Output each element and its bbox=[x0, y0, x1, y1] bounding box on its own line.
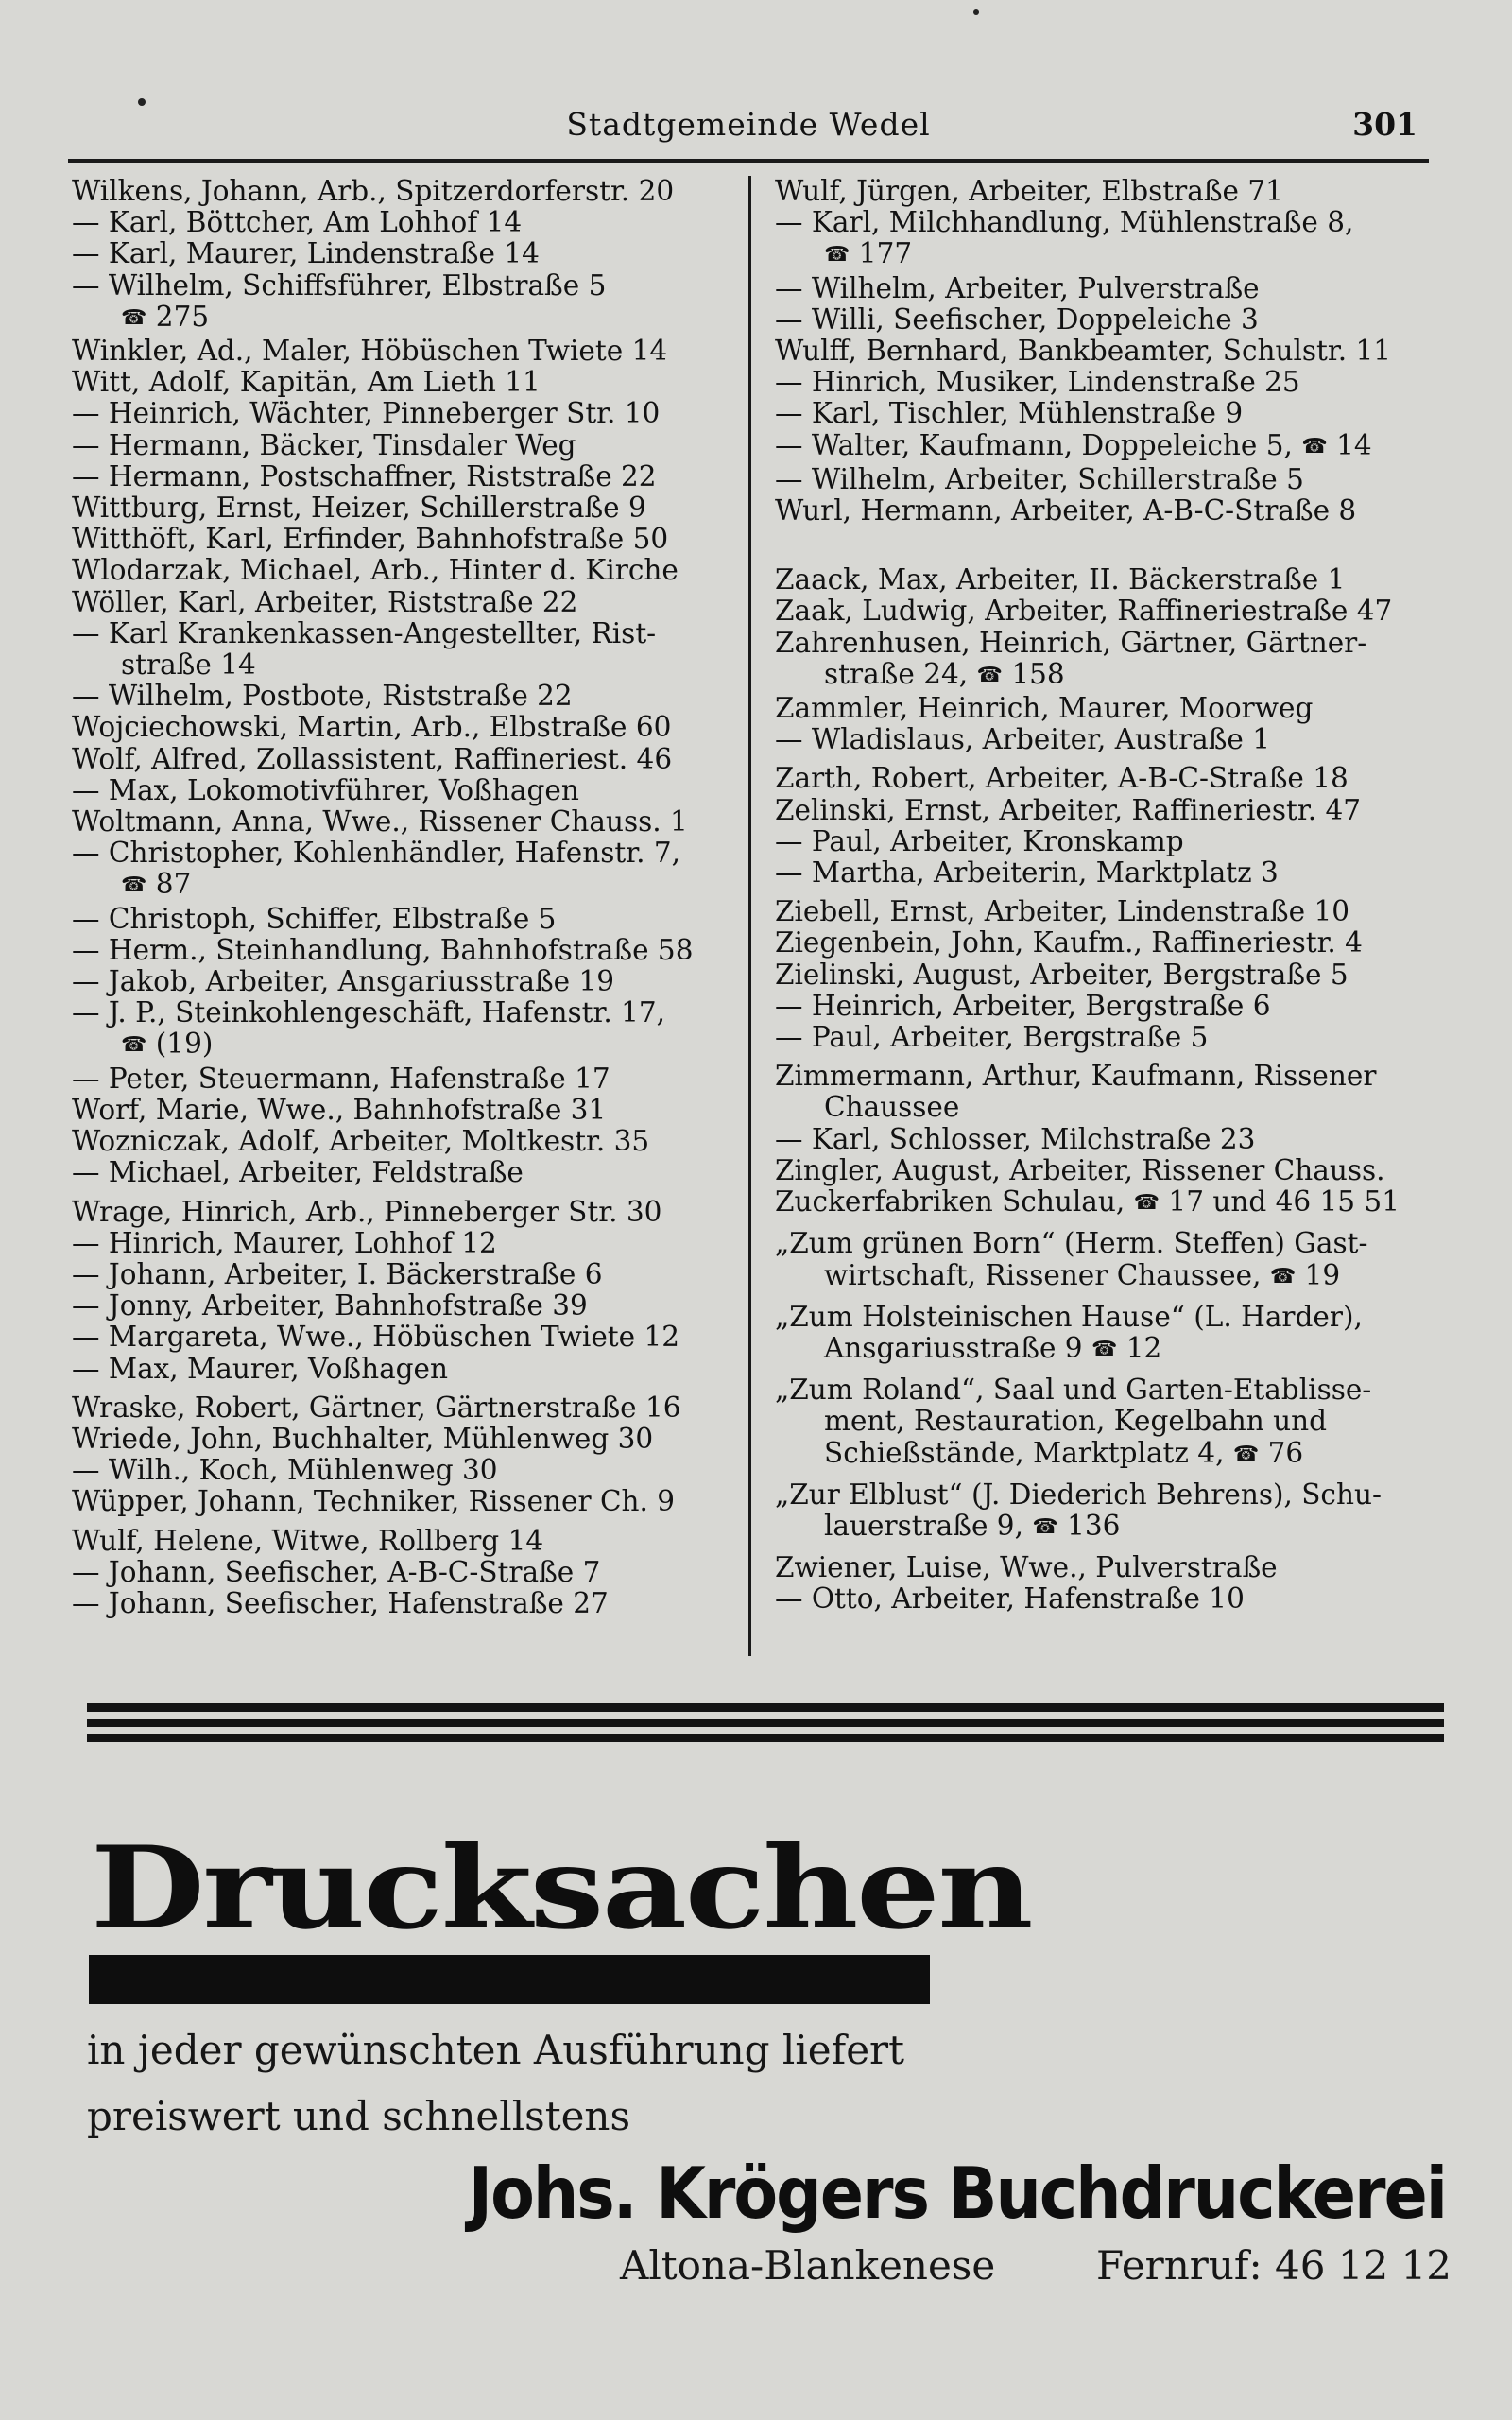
entry-text: — Michael, Arbeiter, Feldstraße bbox=[72, 1156, 524, 1189]
entry-continuation: straße 14 bbox=[121, 648, 256, 682]
directory-entry bbox=[775, 336, 1446, 367]
entry-text: — Karl, Böttcher, Am Lohhof 14 bbox=[72, 206, 523, 239]
entry-continuation: Ansgariusstraße 9 bbox=[824, 1331, 1083, 1364]
phone-number: 158 bbox=[1011, 657, 1065, 690]
entry-text: „Zur Elblust“ (J. Diederich Behrens), Schu- bbox=[775, 1478, 1382, 1511]
directory-entry bbox=[775, 959, 1446, 991]
telephone-icon: ☎ bbox=[1232, 1442, 1260, 1466]
directory-entry bbox=[72, 1588, 730, 1619]
directory-entry bbox=[72, 587, 730, 618]
entry-text: Zaack, Max, Arbeiter, II. Bäckerstraße 1 bbox=[775, 563, 1346, 596]
directory-entry bbox=[775, 1302, 1446, 1367]
entry-text: — Christopher, Kohlenhändler, Hafenstr. 7, bbox=[72, 837, 681, 870]
directory-entry bbox=[775, 367, 1446, 398]
entry-text: — Paul, Arbeiter, Bergstraße 5 bbox=[775, 1021, 1209, 1054]
directory-entry bbox=[775, 693, 1446, 724]
entry-text: — Karl, Schlosser, Milchstraße 23 bbox=[775, 1122, 1256, 1155]
directory-entry bbox=[72, 398, 730, 429]
entry-text: Wurl, Hermann, Arbeiter, A-B-C-Straße 8 bbox=[775, 494, 1357, 527]
entry-text: Zelinski, Ernst, Arbeiter, Raffineriestr. 47 bbox=[775, 793, 1361, 826]
phone-number: 76 bbox=[1267, 1436, 1304, 1469]
phone-number: 14 bbox=[1336, 428, 1372, 461]
directory-entry bbox=[72, 1290, 730, 1322]
directory-entry bbox=[775, 273, 1446, 304]
entry-text: — Wilhelm, Schiffsführer, Elbstraße 5 bbox=[72, 268, 607, 302]
page-title: Stadtgemeinde Wedel bbox=[566, 106, 931, 143]
directory-entry bbox=[72, 838, 730, 903]
entry-text: — Karl Krankenkassen-Angestellter, Rist- bbox=[72, 616, 657, 649]
directory-entry bbox=[775, 1228, 1446, 1293]
entry-text: Wojciechowski, Martin, Arb., Elbstraße 60 bbox=[72, 711, 672, 744]
directory-entry bbox=[72, 555, 730, 586]
entry-text: Wriede, John, Buchhalter, Mühlenweg 30 bbox=[72, 1422, 654, 1455]
page-number: 301 bbox=[1352, 106, 1418, 143]
directory-entry bbox=[72, 524, 730, 555]
entry-text: — Max, Lokomotivführer, Voßhagen bbox=[72, 773, 579, 806]
telephone-icon: ☎ bbox=[121, 873, 147, 898]
directory-entry bbox=[775, 896, 1446, 927]
entry-text: — Herm., Steinhandlung, Bahnhofstraße 58 bbox=[72, 933, 694, 966]
directory-entry bbox=[775, 1155, 1446, 1186]
directory-entry bbox=[775, 1552, 1446, 1583]
entry-text: — Max, Maurer, Voßhagen bbox=[72, 1352, 449, 1385]
directory-entry bbox=[72, 1322, 730, 1353]
telephone-icon: ☎ bbox=[1301, 434, 1328, 458]
entry-text: — Wladislaus, Arbeiter, Austraße 1 bbox=[775, 723, 1270, 756]
entry-text: — Willi, Seefischer, Doppeleiche 3 bbox=[775, 302, 1259, 336]
telephone-icon: ☎ bbox=[976, 663, 1003, 687]
entry-text: — Paul, Arbeiter, Kronskamp bbox=[775, 824, 1184, 857]
entry-continuation: Schießstände, Marktplatz 4, bbox=[824, 1436, 1225, 1469]
entry-text: Zarth, Robert, Arbeiter, A-B-C-Straße 18 bbox=[775, 762, 1349, 795]
entry-continuation: 275 bbox=[155, 300, 210, 333]
entry-text: Wulf, Jürgen, Arbeiter, Elbstraße 71 bbox=[775, 175, 1283, 207]
header-rule bbox=[68, 159, 1429, 163]
directory-entry bbox=[72, 1526, 730, 1557]
directory-entry bbox=[72, 238, 730, 269]
entry-text: — Margareta, Wwe., Höbüschen Twiete 12 bbox=[72, 1321, 680, 1354]
column-divider bbox=[748, 176, 751, 1656]
entry-text: Zammler, Heinrich, Maurer, Moorweg bbox=[775, 692, 1314, 725]
directory-entry bbox=[72, 176, 730, 207]
directory-entry bbox=[72, 336, 730, 367]
entry-continuation: lauerstraße 9, bbox=[824, 1509, 1023, 1542]
directory-entry bbox=[775, 495, 1446, 527]
directory-entry bbox=[72, 1126, 730, 1157]
directory-entry bbox=[72, 1259, 730, 1290]
print-speck bbox=[973, 9, 979, 15]
entry-text: — Jonny, Arbeiter, Bahnhofstraße 39 bbox=[72, 1289, 588, 1322]
entry-text: Witthöft, Karl, Erfinder, Bahnhofstraße 50 bbox=[72, 523, 669, 556]
entry-continuation: 177 bbox=[858, 237, 913, 270]
directory-entry bbox=[72, 997, 730, 1063]
directory-entry bbox=[72, 744, 730, 775]
directory-entry bbox=[72, 681, 730, 712]
telephone-icon: ☎ bbox=[121, 305, 147, 330]
directory-entry bbox=[72, 618, 730, 681]
entry-text: Zuckerfabriken Schulau, bbox=[775, 1185, 1125, 1219]
entry-text: — Karl, Maurer, Lindenstraße 14 bbox=[72, 237, 540, 270]
directory-entry bbox=[72, 935, 730, 966]
ad-address: Altona-Blankenese bbox=[620, 2242, 996, 2289]
entry-text: „Zum grünen Born“ (Herm. Steffen) Gast- bbox=[775, 1227, 1368, 1260]
directory-entry bbox=[72, 1095, 730, 1126]
entry-text: — Johann, Seefischer, A-B-C-Straße 7 bbox=[72, 1555, 601, 1588]
directory-entry bbox=[72, 207, 730, 238]
ad-top-rules bbox=[87, 1703, 1444, 1749]
entry-text: Wraske, Robert, Gärtner, Gärtnerstraße 16 bbox=[72, 1391, 681, 1424]
directory-entry bbox=[775, 1374, 1446, 1472]
entry-text: — Wilh., Koch, Mühlenweg 30 bbox=[72, 1454, 498, 1487]
ad-rule bbox=[87, 1734, 1444, 1742]
entry-text: Wrage, Hinrich, Arb., Pinneberger Str. 30 bbox=[72, 1195, 662, 1228]
directory-entry bbox=[72, 966, 730, 997]
ad-phone: Fernruf: 46 12 12 bbox=[1095, 2242, 1452, 2289]
directory-entry bbox=[72, 1063, 730, 1095]
ad-rule bbox=[87, 1703, 1444, 1712]
directory-entry bbox=[775, 176, 1446, 207]
telephone-icon: ☎ bbox=[121, 1033, 147, 1058]
entry-text: — Wilhelm, Arbeiter, Schillerstraße 5 bbox=[775, 462, 1304, 495]
phone-number: 136 bbox=[1067, 1509, 1121, 1542]
entry-text: — Martha, Arbeiterin, Marktplatz 3 bbox=[775, 856, 1279, 890]
directory-entry bbox=[72, 270, 730, 336]
entry-text: — Heinrich, Arbeiter, Bergstraße 6 bbox=[775, 989, 1271, 1022]
directory-entry bbox=[775, 398, 1446, 429]
directory-entry bbox=[775, 826, 1446, 857]
entry-text: Wolf, Alfred, Zollassistent, Raffineriest. 46 bbox=[72, 742, 673, 775]
directory-entry bbox=[72, 904, 730, 935]
entry-text: — Karl, Tischler, Mühlenstraße 9 bbox=[775, 397, 1244, 430]
directory-entry bbox=[775, 724, 1446, 755]
entry-continuation: straße 24, bbox=[824, 657, 969, 690]
entry-text: Wilkens, Johann, Arb., Spitzerdorferstr. 20 bbox=[72, 175, 675, 207]
entry-text: „Zum Roland“, Saal und Garten-Etablisse- bbox=[775, 1374, 1372, 1407]
directory-entry bbox=[775, 927, 1446, 959]
ad-black-bar bbox=[89, 1955, 930, 2004]
directory-entry bbox=[72, 1157, 730, 1188]
entry-text: Wöller, Karl, Arbeiter, Riststraße 22 bbox=[72, 585, 578, 618]
entry-text: — Johann, Seefischer, Hafenstraße 27 bbox=[72, 1586, 609, 1619]
directory-entry bbox=[775, 1583, 1446, 1615]
entry-text: — Johann, Arbeiter, I. Bäckerstraße 6 bbox=[72, 1257, 603, 1290]
directory-entry bbox=[775, 795, 1446, 826]
directory-entry bbox=[775, 207, 1446, 272]
entry-text: Winkler, Ad., Maler, Höbüschen Twiete 14 bbox=[72, 335, 668, 368]
entry-text: — Hinrich, Musiker, Lindenstraße 25 bbox=[775, 366, 1300, 399]
page-header bbox=[68, 106, 1429, 151]
entry-text: Wüpper, Johann, Techniker, Rissener Ch. 9 bbox=[72, 1485, 676, 1518]
ad-rule bbox=[87, 1719, 1444, 1727]
entry-text: — J. P., Steinkohlengeschäft, Hafenstr. 17, bbox=[72, 996, 665, 1029]
directory-entry bbox=[775, 1479, 1446, 1545]
directory-entry bbox=[775, 596, 1446, 627]
telephone-icon: ☎ bbox=[1269, 1264, 1297, 1288]
entry-text: — Karl, Milchhandlung, Mühlenstraße 8, bbox=[775, 206, 1354, 239]
entry-text: — Wilhelm, Postbote, Riststraße 22 bbox=[72, 680, 573, 713]
entry-text: Ziegenbein, John, Kaufm., Raffineriestr. 4 bbox=[775, 926, 1363, 959]
left-column bbox=[72, 176, 730, 1619]
entry-text: — Hermann, Bäcker, Tinsdaler Weg bbox=[72, 428, 576, 461]
directory-entry bbox=[775, 1186, 1446, 1220]
directory-entry bbox=[775, 1124, 1446, 1155]
directory-entry bbox=[775, 1022, 1446, 1053]
directory-entry bbox=[72, 806, 730, 838]
entry-continuation: Chaussee bbox=[824, 1091, 960, 1124]
entry-text: Zahrenhusen, Heinrich, Gärtner, Gärtner- bbox=[775, 626, 1367, 659]
entry-text: Worf, Marie, Wwe., Bahnhofstraße 31 bbox=[72, 1093, 607, 1126]
directory-entry bbox=[72, 461, 730, 493]
entry-text: — Hinrich, Maurer, Lohhof 12 bbox=[72, 1226, 497, 1259]
entry-text: Zaak, Ludwig, Arbeiter, Raffineriestraße 47 bbox=[775, 595, 1393, 628]
entry-text: Wulf, Helene, Witwe, Rollberg 14 bbox=[72, 1524, 544, 1557]
phone-number: 17 und 46 15 51 bbox=[1168, 1185, 1400, 1219]
telephone-icon: ☎ bbox=[1091, 1337, 1118, 1361]
entry-text: — Wilhelm, Arbeiter, Pulverstraße bbox=[775, 271, 1260, 304]
directory-entry bbox=[775, 564, 1446, 596]
directory-entry bbox=[72, 1197, 730, 1228]
entry-continuation: 87 bbox=[155, 868, 192, 901]
telephone-icon: ☎ bbox=[1032, 1514, 1058, 1539]
directory-entry bbox=[775, 304, 1446, 336]
entry-continuation: ment, Restauration, Kegelbahn und bbox=[824, 1405, 1327, 1438]
phone-number: 12 bbox=[1125, 1331, 1162, 1364]
entry-text: — Otto, Arbeiter, Hafenstraße 10 bbox=[775, 1582, 1245, 1616]
directory-entry bbox=[72, 1486, 730, 1517]
directory-entry bbox=[775, 991, 1446, 1022]
directory-entry bbox=[72, 1424, 730, 1455]
directory-entry bbox=[775, 1061, 1446, 1123]
directory-entry bbox=[72, 1557, 730, 1588]
phone-number: 19 bbox=[1304, 1258, 1341, 1291]
entry-text: — Jakob, Arbeiter, Ansgariusstraße 19 bbox=[72, 965, 615, 998]
telephone-icon: ☎ bbox=[1133, 1191, 1160, 1216]
directory-entry bbox=[72, 1455, 730, 1486]
entry-text: Wulff, Bernhard, Bankbeamter, Schulstr. 11 bbox=[775, 335, 1392, 368]
directory-entry bbox=[775, 763, 1446, 794]
telephone-icon: ☎ bbox=[824, 243, 850, 268]
directory-entry bbox=[72, 712, 730, 743]
entry-text: — Walter, Kaufmann, Doppeleiche 5, bbox=[775, 428, 1293, 461]
directory-entry bbox=[72, 1228, 730, 1259]
print-speck bbox=[138, 98, 146, 106]
directory-entry bbox=[775, 857, 1446, 889]
entry-text: Zimmermann, Arthur, Kaufmann, Rissener bbox=[775, 1060, 1377, 1093]
entry-text: Ziebell, Ernst, Arbeiter, Lindenstraße 10 bbox=[775, 895, 1349, 928]
entry-text: — Peter, Steuermann, Hafenstraße 17 bbox=[72, 1062, 610, 1095]
entry-text: „Zum Holsteinischen Hause“ (L. Harder), bbox=[775, 1300, 1363, 1333]
entry-text: Wozniczak, Adolf, Arbeiter, Moltkestr. 35 bbox=[72, 1125, 650, 1158]
directory-entry bbox=[775, 430, 1446, 464]
directory-entry bbox=[775, 628, 1446, 693]
entry-text: Zielinski, August, Arbeiter, Bergstraße 5 bbox=[775, 958, 1349, 991]
entry-text: — Christoph, Schiffer, Elbstraße 5 bbox=[72, 902, 557, 935]
entry-text: Zwiener, Luise, Wwe., Pulverstraße bbox=[775, 1551, 1278, 1584]
entry-text: Wittburg, Ernst, Heizer, Schillerstraße 9 bbox=[72, 492, 646, 525]
directory-entry bbox=[72, 1354, 730, 1385]
directory-entry bbox=[72, 775, 730, 806]
ad-text-line-2: preiswert und schnellstens bbox=[87, 2093, 631, 2139]
entry-continuation: wirtschaft, Rissener Chaussee, bbox=[824, 1258, 1262, 1291]
entry-continuation: (19) bbox=[155, 1028, 214, 1061]
ad-text-line-1: in jeder gewünschten Ausführung liefert bbox=[87, 2027, 904, 2073]
ad-company-name: Johs. Krögers Buchdruckerei bbox=[468, 2153, 1446, 2236]
entry-text: Wlodarzak, Michael, Arb., Hinter d. Kirche bbox=[72, 554, 679, 587]
entry-text: — Heinrich, Wächter, Pinneberger Str. 10 bbox=[72, 397, 661, 430]
entry-text: Witt, Adolf, Kapitän, Am Lieth 11 bbox=[72, 366, 541, 399]
entry-text: Woltmann, Anna, Wwe., Rissener Chauss. 1 bbox=[72, 805, 688, 838]
directory-entry bbox=[72, 1392, 730, 1424]
directory-entry bbox=[72, 493, 730, 524]
entry-text: Zingler, August, Arbeiter, Rissener Chauss. bbox=[775, 1153, 1385, 1186]
ad-headline: Drucksachen bbox=[91, 1822, 1032, 1955]
right-column bbox=[775, 176, 1446, 1616]
directory-entry bbox=[72, 367, 730, 398]
entry-text: — Hermann, Postschaffner, Riststraße 22 bbox=[72, 459, 657, 493]
directory-entry bbox=[72, 430, 730, 461]
directory-entry bbox=[775, 464, 1446, 495]
